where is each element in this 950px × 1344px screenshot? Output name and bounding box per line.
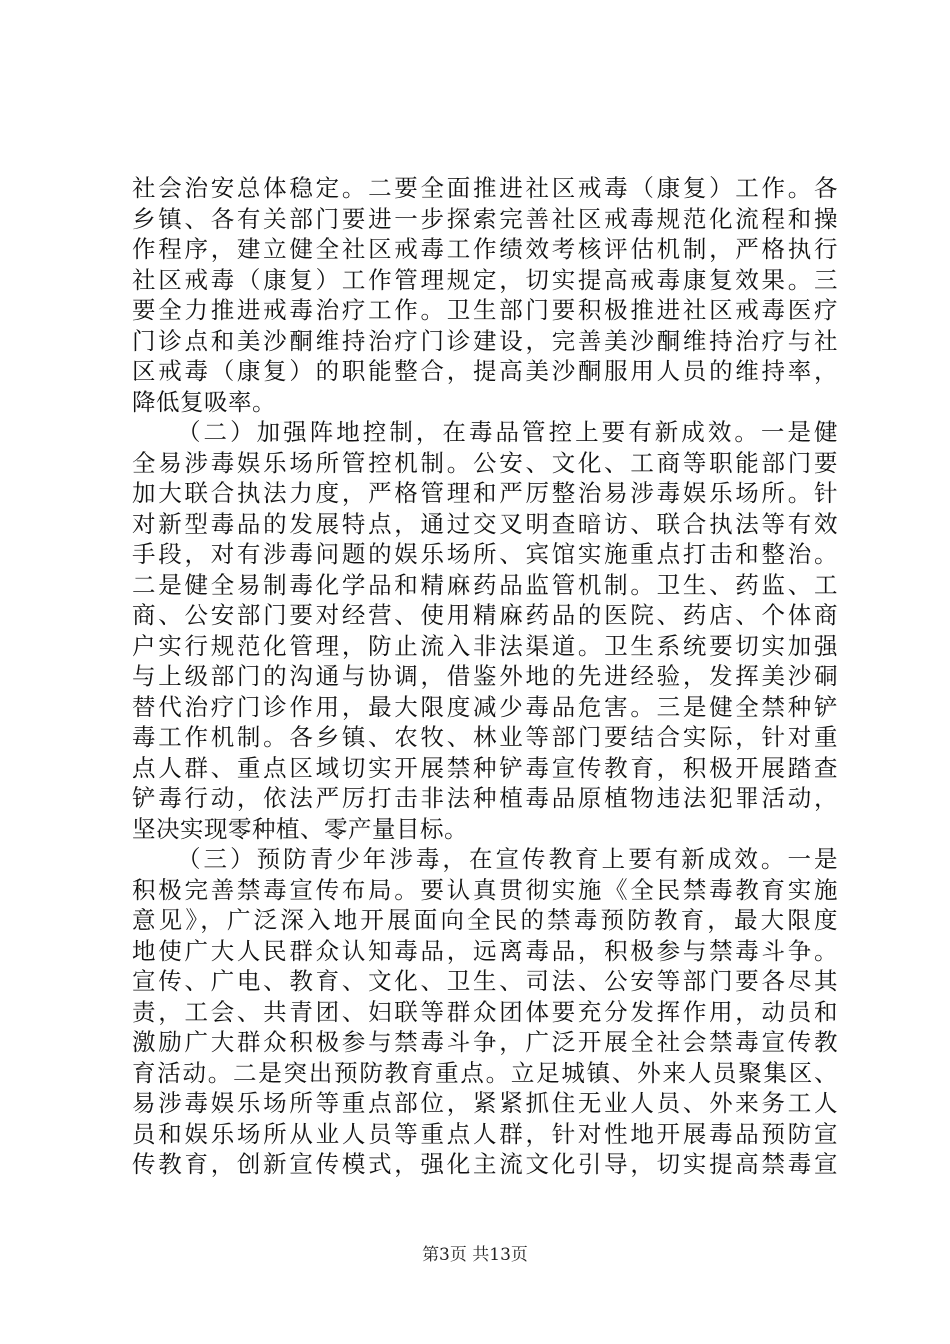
paragraph-heading-line: （二）加强阵地控制，在毒品管控上要有新成效。一是健 — [177, 418, 838, 446]
page-number-footer: 第3页 共13页 — [422, 1245, 528, 1265]
text-line: 乡镇、各有关部门要进一步探索完善社区戒毒规范化流程和操 — [132, 204, 838, 233]
text-line: 门诊点和美沙酮维持治疗门诊建设，完善美沙酮维持治疗与社 — [132, 326, 838, 355]
text-line: 作程序，建立健全社区戒毒工作绩效考核评估机制，严格执行 — [132, 235, 838, 263]
text-line: 降低复吸率。 — [132, 387, 276, 416]
text-line: 区戒毒（康复）的职能整合，提高美沙酮服用人员的维持率， — [132, 357, 838, 385]
text-line: 员和娱乐场所从业人员等重点人群，针对性地开展毒品预防宣 — [132, 1119, 838, 1148]
paragraph-heading-line: （三）预防青少年涉毒，在宣传教育上要有新成效。一是 — [177, 845, 838, 873]
text-line: 社会治安总体稳定。二要全面推进社区戒毒（康复）工作。各 — [132, 174, 838, 202]
text-line: 坚决实现零种植、零产量目标。 — [132, 814, 468, 843]
text-line: 全易涉毒娱乐场所管控机制。公安、文化、工商等职能部门要 — [132, 448, 838, 477]
text-line: 激励广大群众积极参与禁毒斗争，广泛开展全社会禁毒宣传教 — [132, 1028, 838, 1056]
text-line: 责，工会、共青团、妇联等群众团体要充分发挥作用，动员和 — [132, 997, 838, 1026]
text-line: 易涉毒娱乐场所等重点部位，紧紧抓住无业人员、外来务工人 — [132, 1089, 838, 1117]
text-line: 铲毒行动，依法严厉打击非法种植毒品原植物违法犯罪活动， — [132, 784, 838, 812]
text-line: 商、公安部门要对经营、使用精麻药品的医院、药店、个体商 — [132, 601, 838, 629]
document-body — [132, 173, 838, 1180]
text-line: 育活动。二是突出预防教育重点。立足城镇、外来人员聚集区、 — [132, 1058, 838, 1087]
text-line: 意见》，广泛深入地开展面向全民的禁毒预防教育，最大限度 — [132, 906, 838, 934]
text-line: 要全力推进戒毒治疗工作。卫生部门要积极推进社区戒毒医疗 — [132, 296, 838, 324]
text-line: 与上级部门的沟通与协调，借鉴外地的先进经验，发挥美沙硐 — [132, 662, 838, 690]
text-line: 对新型毒品的发展特点，通过交叉明查暗访、联合执法等有效 — [132, 509, 838, 538]
text-line: 手段，对有涉毒问题的娱乐场所、宾馆实施重点打击和整治。 — [132, 540, 838, 568]
text-line: 二是健全易制毒化学品和精麻药品监管机制。卫生、药监、工 — [132, 570, 838, 599]
text-line: 加大联合执法力度，严格管理和严厉整治易涉毒娱乐场所。针 — [132, 479, 838, 507]
text-line: 户实行规范化管理，防止流入非法渠道。卫生系统要切实加强 — [132, 631, 838, 660]
text-line: 替代治疗门诊作用，最大限度减少毒品危害。三是健全禁种铲 — [132, 692, 838, 721]
text-line: 积极完善禁毒宣传布局。要认真贯彻实施《全民禁毒教育实施 — [132, 875, 838, 904]
text-line: 地使广大人民群众认知毒品，远离毒品，积极参与禁毒斗争。 — [132, 936, 838, 965]
text-line: 毒工作机制。各乡镇、农牧、林业等部门要结合实际，针对重 — [132, 723, 838, 751]
text-line: 传教育，创新宣传模式，强化主流文化引导，切实提高禁毒宣 — [132, 1150, 838, 1178]
text-line: 宣传、广电、教育、文化、卫生、司法、公安等部门要各尽其 — [132, 967, 838, 995]
text-line: 点人群、重点区域切实开展禁种铲毒宣传教育，积极开展踏查 — [132, 753, 838, 782]
text-line: 社区戒毒（康复）工作管理规定，切实提高戒毒康复效果。三 — [132, 265, 838, 294]
